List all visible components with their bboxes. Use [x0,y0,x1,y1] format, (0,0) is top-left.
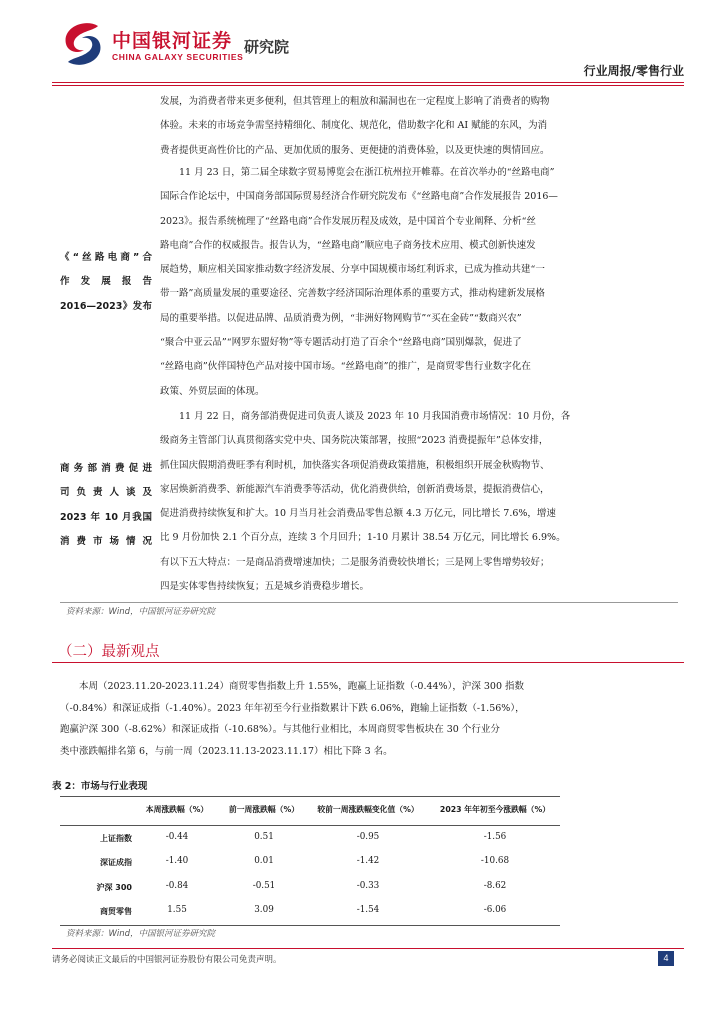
text-line: 政策、外贸层面的体现。 [160,385,265,397]
text-line: 抓住国庆假期消费旺季有利时机，加快落实各项促消费政策措施，积极组织开展金秋购物节、 [160,459,550,471]
table-cell: -1.54 [356,905,380,915]
mofcom-paragraph [160,405,678,599]
table-header: 较前一周涨跌幅变化值（%） [317,805,419,814]
page-number: 4 [658,951,674,966]
text-line: 11 月 23 日，第二届全球数字贸易博览会在浙江杭州拉开帷幕。在首次举办的“丝路电商” [179,167,555,178]
section-title: （二）最新观点 [58,644,160,660]
brand-name-cn: 中国银河证券 [112,30,233,52]
table-cell: -0.95 [356,832,380,842]
silk-road-paragraph [160,161,678,404]
table-cell: -0.44 [165,832,189,842]
text-line: （-0.84%）和深证成指（-1.40%）。2023 年年初至今行业指数累计下跌 6.06%，跑输上证指数（-1.56%）， [60,702,525,714]
side-label-line: 2023 年 10 月我国 [60,511,152,523]
text-line: 发展，为消费者带来更多便利，但其管理上的粗放和漏洞也在一定程度上影响了消费者的购物 [160,96,550,107]
text-line: 比 9 月份加快 2.1 个百分点，连续 3 个月回升；1-10 月累计 38.54 万亿元，同比增长 6.9%。 [160,532,566,544]
table-cell: 0.01 [254,856,274,866]
table-cell: -0.33 [356,881,380,891]
row-label: 商贸零售 [100,907,132,916]
source-note: 资料来源：Wind，中国银河证券研究院 [66,607,216,617]
side-label-silk-road [60,246,152,319]
table-cell: -0.51 [252,881,276,891]
table-cell: -1.42 [356,856,380,866]
table-title: 表 2：市场与行业表现 [52,781,148,792]
text-line: 国际合作论坛中，中国商务部国际贸易经济合作研究院发布《“丝路电商”合作发展报告 2016— [160,191,558,203]
footer-rule [52,948,684,949]
table-cell: 1.55 [167,905,187,915]
table-header: 前一周涨跌幅（%） [228,805,300,814]
row-label: 上证指数 [100,834,132,843]
side-label-line: 司负责人谈及 [60,487,152,499]
text-line: “聚合中亚云品”“网罗东盟好物”等专题活动打造了百余个“丝路电商”国别爆款，促进了 [160,337,522,349]
text-line: 2023》。报告系统梳理了“丝路电商”合作发展历程及成效，是中国首个专业阐释、分析“丝 [160,215,536,227]
table-cell: -6.06 [483,905,507,915]
table-cell: 3.09 [254,905,274,915]
table-cell: -1.40 [165,856,189,866]
page-header [0,0,724,92]
table-cell: -10.68 [480,856,510,866]
table-cell: -1.56 [483,832,507,842]
report-type: 行业周报/零售行业 [583,64,684,78]
brand-name-en: CHINA GALAXY SECURITIES [112,52,244,62]
side-label-mofcom [60,457,152,554]
text-line: 费者提供更高性价比的产品、更加优质的服务、更便捷的消费体验，以及更快速的舆情回应。 [160,144,550,156]
table-cell: 0.51 [254,832,274,842]
text-line: 局的重要举措。以促进品牌、品质消费为例，“非洲好物网购节”“买在金砖”“数商兴农” [160,312,522,324]
table-source-note: 资料来源：Wind，中国银河证券研究院 [66,929,216,939]
text-line: 跑赢沪深 300（-8.62%）和深证成指（-10.68%）。与其他行业相比，本周商贸零售板块在 30 个行业分 [60,724,500,735]
text-line: 四是实体零售持续恢复；五是城乡消费稳步增长。 [160,581,370,593]
text-line: “丝路电商”伙伴国特色产品对接中国市场。“丝路电商”的推广，是商贸零售行业数字化在 [160,361,531,373]
intro-paragraph [160,90,678,163]
text-line: 体验。未来的市场竞争需坚持精细化、制度化、规范化，借助数字化和 AI 赋能的东风，为消 [160,120,548,132]
table-header: 2023 年年初至今涨跌幅（%） [439,805,551,814]
text-line: 家居焕新消费季、新能源汽车消费季等活动，优化消费供给，创新消费场景，提振消费信心， [160,483,550,495]
text-line: 展趋势，顺应相关国家推动数字经济发展、分享中国规模市场红利诉求，已成为推动共建“一 [160,264,545,276]
table-cell: -0.84 [165,881,189,891]
text-line: 级商务主管部门认真贯彻落实党中央、国务院决策部署，按照“2023 消费提振年”总体安排， [160,435,549,447]
side-label-line: 《“丝路电商”合 [60,252,152,263]
table-header: 本周涨跌幅（%） [145,805,209,814]
footer-disclaimer: 请务必阅读正文最后的中国银河证券股份有限公司免责声明。 [52,955,282,965]
side-label-line: 作发展报告 [60,276,152,288]
side-label-line: 2016—2023》发布 [60,300,152,312]
galaxy-logo-icon [58,20,108,68]
table-bottom-rule [60,925,560,926]
text-line: 有以下五大特点：一是商品消费增速加快；二是服务消费较快增长；三是网上零售增势较好； [160,556,550,568]
text-line: 带一路”高质量发展的重要途径、完善数字经济国际治理体系的重要方式，推动构建新发展格 [160,288,545,300]
opinion-paragraph [60,676,678,762]
table-header-rule [60,825,560,826]
source-rule [60,602,678,603]
table-cell: -8.62 [483,881,507,891]
header-rule [52,82,684,83]
institute-name: 研究院 [244,38,290,56]
text-line: 路电商”合作的权威报告。报告认为，“丝路电商”顺应电子商务技术应用、模式创新快速发 [160,239,536,251]
header-rule-thin [52,85,684,86]
side-label-line: 消费市场情况 [60,535,152,547]
side-label-line: 商务部消费促进 [60,463,152,474]
section-rule [52,662,684,663]
row-label: 沪深 300 [96,883,132,892]
text-line: 本周（2023.11.20-2023.11.24）商贸零售指数上升 1.55%，跑赢上证指数（-0.44%），沪深 300 指数 [79,681,525,692]
text-line: 类中涨跌幅排名第 6，与前一周（2023.11.13-2023.11.17）相比下降 3 名。 [60,745,393,757]
text-line: 促进消费持续恢复和扩大。10 月当月社会消费品零售总额 4.3 万亿元，同比增长 7.6%，增速 [160,508,556,520]
text-line: 11 月 22 日，商务部消费促进司负责人谈及 2023 年 10 月我国消费市场情况：10 月份，各 [179,411,571,422]
table-top-rule [60,796,560,797]
row-label: 深证成指 [100,858,132,867]
